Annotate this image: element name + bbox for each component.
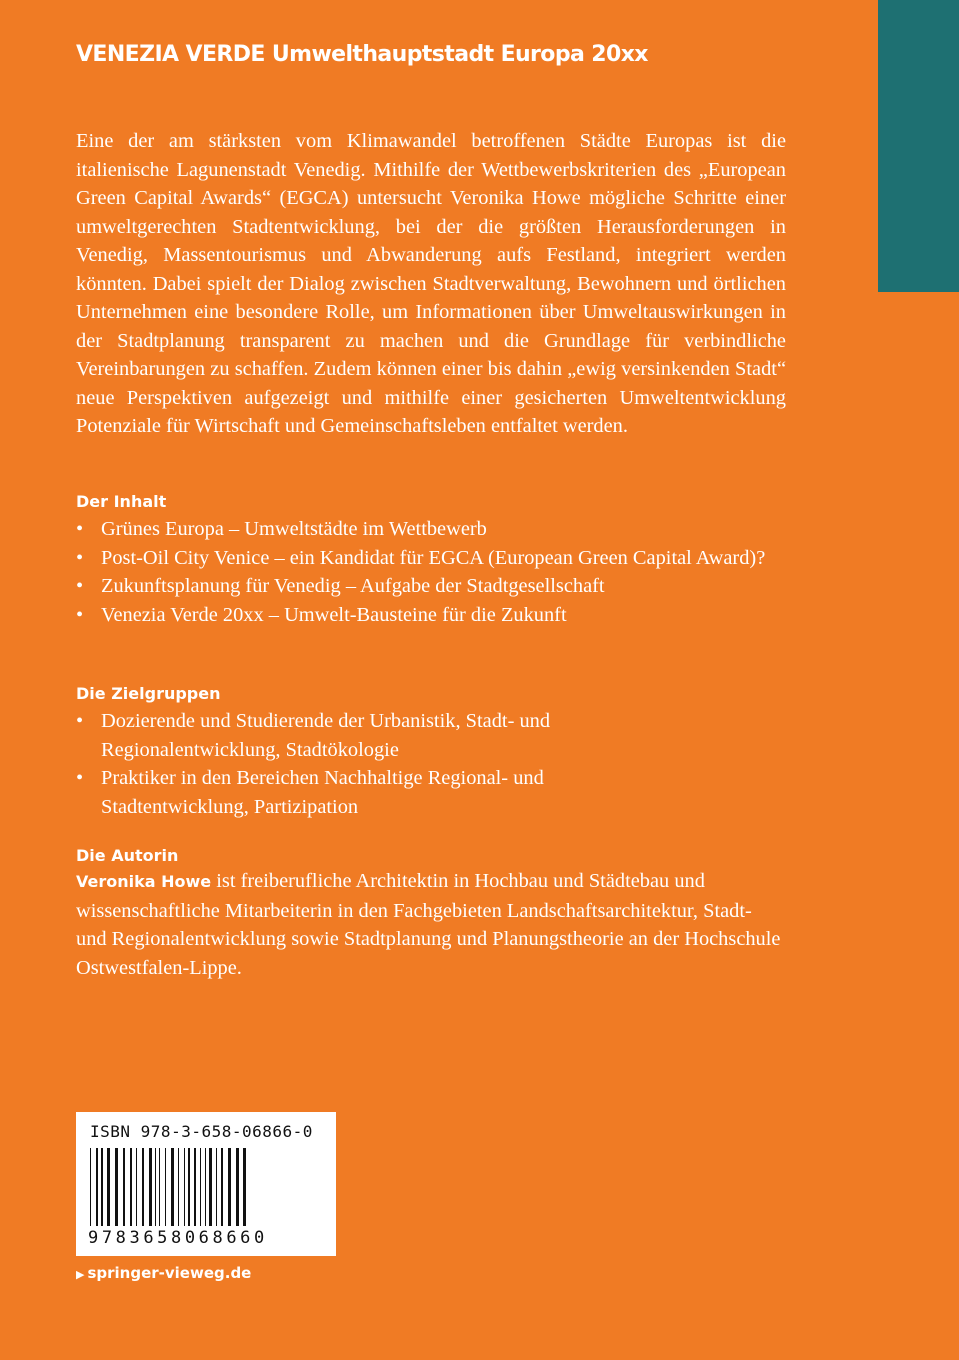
isbn-barcode	[76, 1112, 336, 1256]
barcode-bar	[178, 1148, 179, 1226]
author-name: Veronika Howe	[76, 872, 212, 891]
barcode-bar	[130, 1148, 132, 1226]
barcode-bar	[209, 1148, 212, 1226]
list-item: • Venezia Verde 20xx – Umwelt-Bausteine für die Zukunft	[76, 601, 796, 630]
barcode-bar	[136, 1148, 137, 1226]
barcode-bar	[90, 1148, 91, 1226]
teal-corner-tab	[878, 0, 959, 292]
bullet-icon: •	[76, 603, 84, 626]
barcode-bar	[165, 1148, 166, 1226]
barcode-bar	[236, 1148, 239, 1226]
barcode-bar	[205, 1148, 206, 1226]
contents-list	[76, 515, 796, 629]
bullet-icon: •	[76, 518, 84, 540]
ean-digits: 9783658068660	[88, 1228, 268, 1248]
barcode-bar	[123, 1148, 125, 1226]
audience-list	[76, 707, 636, 821]
audience-heading: Die Zielgruppen	[76, 684, 221, 703]
barcode-bars	[86, 1148, 326, 1226]
author-bio-text: ist freiberufliche Architektin in Hochbau und Städtebau und wissenschaftliche Mitarbeiterin in den Fachgebieten Landschaftsarchitektur, Stadt- und Regionalentwicklung sowie Stadtplanung und Planungstheorie an der Hochschule Ostwestfalen-Lippe.	[76, 870, 781, 979]
description-paragraph: Eine der am stärksten vom Klimawandel betroffenen Städte Europas ist die italienische Lagunenstadt Venedig. Mithilfe der Wettbewerbskriterien des „European Green Capital Awards“ (EGCA) untersucht Veronika Howe mögliche Schritte einer umweltgerechten Stadtentwicklung, bei der die größten Herausforderungen in Venedig, Massentourismus und Abwanderung aufs Festland, integriert werden könnten. Dabei spielt der Dialog zwischen Stadtverwaltung, Bewohnern und örtlichen Unternehmen eine besondere Rolle, um Informationen über Umweltauswirkungen in der Stadtplanung transparent zu machen und die Grundlage für verbindliche Vereinbarungen zu schaffen. Zudem können einer bis dahin „ewig versinkenden Stadt“ neue Perspektiven aufgezeigt und mithilfe einer gesicherten Umweltentwicklung Potenziale für Wirtschaft und Gemeinschaftsleben entfaltet werden.	[76, 130, 786, 437]
barcode-bar	[171, 1148, 174, 1226]
barcode-bar	[200, 1148, 201, 1226]
barcode-bar	[107, 1148, 110, 1226]
author-section	[76, 846, 796, 982]
barcode-bar	[188, 1148, 190, 1226]
publisher-url: springer-vieweg.de	[87, 1264, 252, 1282]
barcode-bar	[221, 1148, 223, 1226]
book-title: VENEZIA VERDE Umwelthauptstadt Europa 20xx	[76, 42, 648, 67]
contents-heading: Der Inhalt	[76, 492, 167, 511]
barcode-bar	[115, 1148, 118, 1226]
barcode-bar	[96, 1148, 98, 1226]
list-item: • Grünes Europa – Umweltstädte im Wettbewerb	[76, 515, 796, 544]
barcode-bar	[184, 1148, 185, 1226]
barcode-bar	[101, 1148, 103, 1226]
publisher-link[interactable]	[76, 1264, 251, 1282]
contents-section	[76, 492, 796, 629]
barcode-bar	[216, 1148, 217, 1226]
barcode-bar	[194, 1148, 196, 1226]
barcode-bar	[159, 1148, 160, 1226]
list-item: • Praktiker in den Bereichen Nachhaltige Regional- und Stadtentwicklung, Partizipation	[76, 764, 636, 821]
bullet-icon: •	[76, 767, 84, 789]
barcode-bar	[142, 1148, 144, 1226]
author-bio	[76, 867, 786, 982]
barcode-bar	[243, 1148, 246, 1226]
bullet-icon: •	[76, 546, 84, 569]
bullet-icon: •	[76, 710, 84, 732]
barcode-bar	[155, 1148, 156, 1226]
arrow-right-icon: ▶	[76, 1268, 85, 1281]
bullet-icon: •	[76, 575, 84, 597]
barcode-bar	[228, 1148, 231, 1226]
isbn-label: ISBN 978-3-658-06866-0	[90, 1122, 313, 1141]
list-item: • Post-Oil City Venice – ein Kandidat für EGCA (European Green Capital Award)?	[76, 544, 796, 573]
author-heading: Die Autorin	[76, 846, 179, 865]
barcode-bar	[149, 1148, 152, 1226]
audience-section	[76, 684, 796, 821]
list-item: • Dozierende und Studierende der Urbanistik, Stadt- und Regionalentwicklung, Stadtökologie	[76, 707, 636, 764]
list-item: • Zukunftsplanung für Venedig – Aufgabe der Stadtgesellschaft	[76, 572, 796, 601]
